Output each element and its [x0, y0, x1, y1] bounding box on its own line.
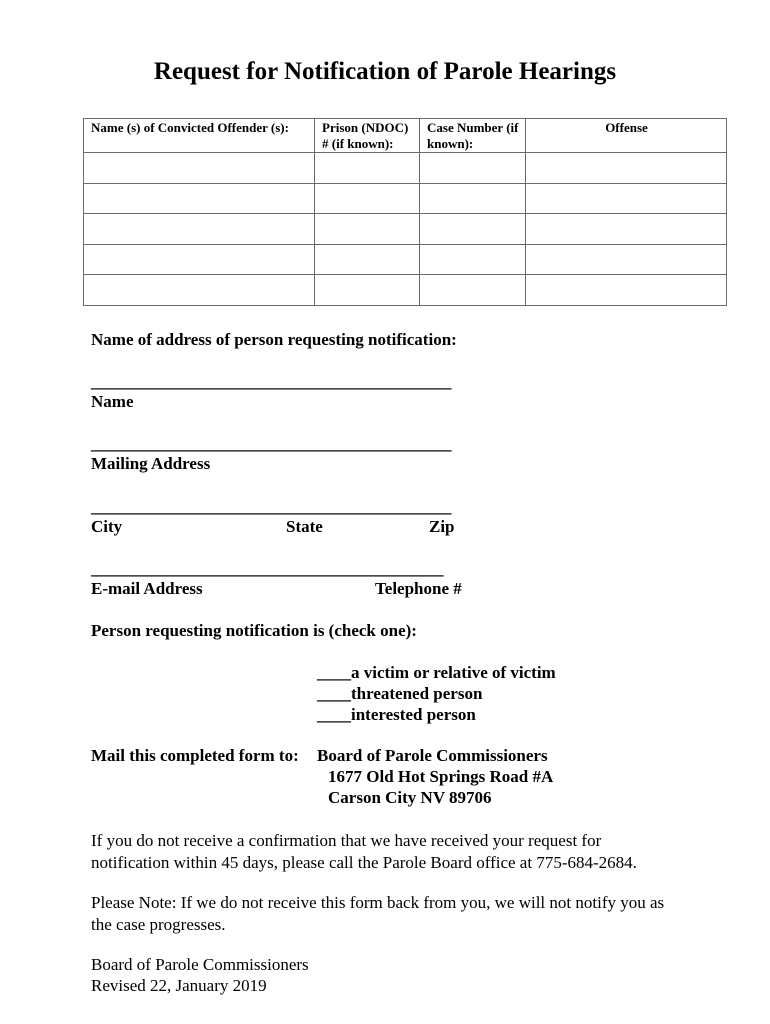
case-number-cell[interactable]	[420, 214, 526, 245]
footer-revised: Revised 22, January 2019	[91, 976, 267, 995]
option-interested[interactable]: ____interested person	[317, 705, 476, 724]
offender-name-cell[interactable]	[84, 153, 315, 184]
case-number-cell[interactable]	[420, 153, 526, 184]
mailing-address-field[interactable]: _____________________________________________	[91, 434, 451, 453]
table-row	[84, 183, 727, 214]
confirmation-note: If you do not receive a confirmation that we have received your request for notification within 45 days, please call the Parole Board office at 775-684-2684.	[91, 831, 637, 872]
header-offense: Offense	[526, 119, 727, 153]
state-label: State	[286, 517, 323, 536]
zip-label: Zip	[429, 517, 455, 536]
city-label: City	[91, 517, 123, 536]
option-victim[interactable]: ____a victim or relative of victim	[317, 663, 556, 682]
mail-to-label: Mail this completed form to:	[91, 746, 299, 765]
mailing-address-label: Mailing Address	[91, 454, 211, 473]
please-note: Please Note: If we do not receive this form back from you, we will not notify you as the case progresses.	[91, 893, 665, 934]
offender-name-cell[interactable]	[84, 275, 315, 306]
offender-name-cell[interactable]	[84, 214, 315, 245]
table-header-row	[84, 119, 727, 153]
prison-number-cell[interactable]	[315, 183, 420, 214]
header-case-number: Case Number (if known):	[420, 119, 526, 153]
table-row	[84, 244, 727, 275]
mail-to-line-2: 1677 Old Hot Springs Road #A	[328, 767, 554, 786]
header-offender-name: Name (s) of Convicted Offender (s):	[84, 119, 315, 153]
mail-to-line-3: Carson City NV 89706	[328, 788, 492, 807]
offense-cell[interactable]	[526, 153, 727, 184]
requester-heading: Name of address of person requesting notification:	[91, 330, 457, 349]
case-number-cell[interactable]	[420, 275, 526, 306]
table-row	[84, 275, 727, 306]
footer-org: Board of Parole Commissioners	[91, 955, 309, 974]
table-row	[84, 153, 727, 184]
offense-cell[interactable]	[526, 183, 727, 214]
offense-cell[interactable]	[526, 214, 727, 245]
email-telephone-field[interactable]: ____________________________________________	[91, 559, 443, 578]
option-threatened[interactable]: ____threatened person	[317, 684, 483, 703]
city-state-zip-field[interactable]: _____________________________________________	[91, 497, 451, 516]
table-row	[84, 214, 727, 245]
prison-number-cell[interactable]	[315, 214, 420, 245]
email-label: E-mail Address	[91, 579, 203, 598]
page-title: Request for Notification of Parole Hearings	[153, 58, 617, 85]
offense-cell[interactable]	[526, 244, 727, 275]
offender-table	[83, 118, 727, 306]
offender-name-cell[interactable]	[84, 244, 315, 275]
header-prison-number: Prison (NDOC) # (if known):	[315, 119, 420, 153]
prison-number-cell[interactable]	[315, 275, 420, 306]
case-number-cell[interactable]	[420, 244, 526, 275]
name-label: Name	[91, 392, 134, 411]
check-one-heading: Person requesting notification is (check one):	[91, 621, 417, 640]
case-number-cell[interactable]	[420, 183, 526, 214]
name-field[interactable]: _____________________________________________	[91, 372, 451, 391]
offense-cell[interactable]	[526, 275, 727, 306]
prison-number-cell[interactable]	[315, 153, 420, 184]
offender-name-cell[interactable]	[84, 183, 315, 214]
mail-to-line-1: Board of Parole Commissioners	[317, 746, 548, 765]
prison-number-cell[interactable]	[315, 244, 420, 275]
telephone-label: Telephone #	[375, 579, 462, 598]
